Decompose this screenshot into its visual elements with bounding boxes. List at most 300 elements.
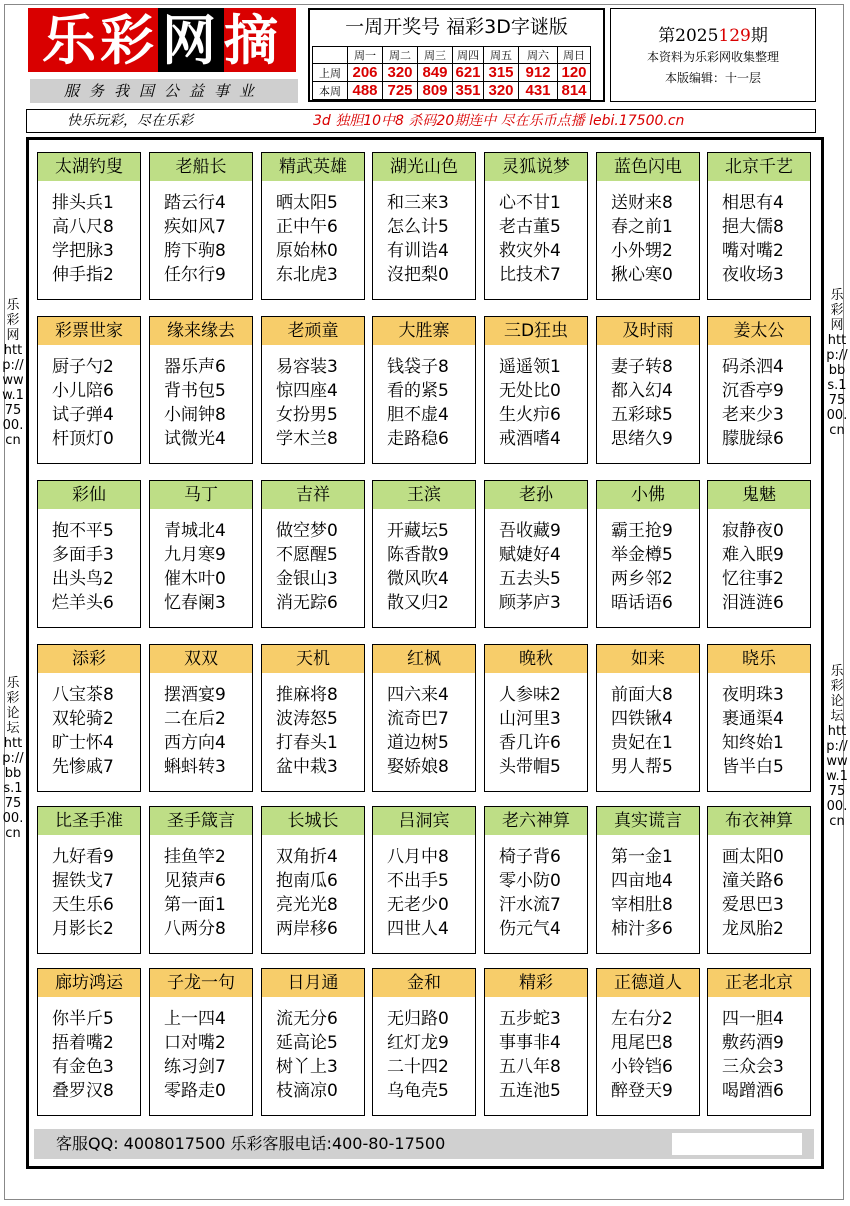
riddle-author: 老六神算 — [485, 807, 587, 835]
riddle-line: 敷药酒9 — [722, 1033, 784, 1053]
riddle-lines — [387, 845, 475, 941]
riddle-line: 蝌蚪转3 — [164, 757, 226, 777]
riddle-author: 缘来缘去 — [150, 317, 252, 345]
riddle-author: 金和 — [373, 969, 475, 997]
riddle-line: 春之前1 — [611, 217, 673, 237]
riddle-lines — [52, 191, 140, 287]
riddle-line: 潼关路6 — [722, 871, 784, 891]
riddle-line: 心不甘1 — [499, 193, 561, 213]
riddle-line: 器乐声6 — [164, 357, 226, 377]
riddle-author: 精武英雄 — [262, 153, 364, 181]
riddle-card — [372, 316, 476, 464]
riddle-card — [596, 968, 700, 1116]
riddle-lines — [499, 845, 587, 941]
riddle-line: 伤元气4 — [499, 919, 561, 939]
riddle-line: 见猿声6 — [164, 871, 226, 891]
riddle-line: 练习剑7 — [164, 1057, 226, 1077]
riddle-lines — [164, 1007, 252, 1103]
riddle-line: 双轮骑2 — [52, 709, 114, 729]
logo-text-left: 乐彩 — [42, 8, 158, 72]
riddle-card — [37, 152, 141, 300]
riddle-card — [484, 152, 588, 300]
draw-number: 814 — [558, 82, 591, 100]
riddle-card — [37, 644, 141, 792]
riddle-line: 枝滴凉0 — [276, 1081, 338, 1101]
riddle-line: 叠罗汉8 — [52, 1081, 114, 1101]
riddle-line: 比技术7 — [499, 265, 561, 285]
riddle-line: 人参味2 — [499, 685, 561, 705]
issue-note: 本资料为乐彩网收集整理 — [646, 50, 779, 64]
riddle-line: 救灾外4 — [499, 241, 561, 261]
motto-bar — [26, 109, 816, 133]
riddle-line: 钱袋子8 — [387, 357, 449, 377]
draw-number: 120 — [558, 64, 591, 82]
riddle-lines — [52, 1007, 140, 1103]
draw-number: 621 — [453, 64, 484, 82]
riddle-line: 金银山3 — [276, 569, 338, 589]
riddle-lines — [52, 355, 140, 451]
riddle-line: 第一面1 — [164, 895, 226, 915]
draw-number: 809 — [418, 82, 453, 100]
riddle-line: 高八尺8 — [52, 217, 114, 237]
riddle-line: 喝蹭酒6 — [722, 1081, 784, 1101]
riddle-line: 抱南瓜6 — [276, 871, 338, 891]
riddle-lines — [722, 519, 810, 615]
riddle-lines — [722, 1007, 810, 1103]
riddle-line: 小闹钟8 — [164, 405, 226, 425]
logo-text-right: 摘 — [224, 8, 282, 72]
riddle-author: 双双 — [150, 645, 252, 673]
footer-bar — [34, 1129, 814, 1159]
riddle-lines — [499, 355, 587, 451]
riddle-author: 吉祥 — [262, 481, 364, 509]
riddle-line: 香几许6 — [499, 733, 561, 753]
riddle-author: 正老北京 — [708, 969, 810, 997]
riddle-author: 正德道人 — [597, 969, 699, 997]
riddle-line: 陈香散9 — [387, 545, 449, 565]
riddle-line: 八月中8 — [387, 847, 449, 867]
riddle-line: 打春头1 — [276, 733, 338, 753]
riddle-line: 难入眠9 — [722, 545, 784, 565]
riddle-line: 无老少0 — [387, 895, 449, 915]
riddle-line: 夜明珠3 — [722, 685, 784, 705]
draw-number: 725 — [383, 82, 418, 100]
riddle-line: 推麻将8 — [276, 685, 338, 705]
riddle-line: 消无踪6 — [276, 593, 338, 613]
riddle-author: 老顽童 — [262, 317, 364, 345]
riddle-line: 二在后2 — [164, 709, 226, 729]
side-text-left-top: 乐彩网 http://www.17500.cn — [2, 298, 24, 448]
riddle-line: 晒太阳5 — [276, 193, 338, 213]
riddle-lines — [611, 519, 699, 615]
riddle-line: 疾如风7 — [164, 217, 226, 237]
draw-day: 周三 — [418, 47, 453, 64]
issue-editor: 本版编辑：十一层 — [664, 71, 761, 85]
riddle-line: 男人帮5 — [611, 757, 673, 777]
riddle-lines — [164, 191, 252, 287]
riddle-line: 散又归2 — [387, 593, 449, 613]
riddle-author: 真实谎言 — [597, 807, 699, 835]
riddle-author: 添彩 — [38, 645, 140, 673]
riddle-line: 四六来4 — [387, 685, 449, 705]
riddle-line: 四铁锹4 — [611, 709, 673, 729]
riddle-line: 四世人4 — [387, 919, 449, 939]
riddle-author: 及时雨 — [597, 317, 699, 345]
riddle-lines — [611, 191, 699, 287]
riddle-line: 试子弹4 — [52, 405, 114, 425]
riddle-author: 蓝色闪电 — [597, 153, 699, 181]
riddle-line: 零小防0 — [499, 871, 561, 891]
riddle-line: 有金色3 — [52, 1057, 114, 1077]
riddle-line: 柿汁多6 — [611, 919, 673, 939]
riddle-card — [596, 806, 700, 954]
riddle-author: 小佛 — [597, 481, 699, 509]
riddle-lines — [164, 683, 252, 779]
riddle-author: 红枫 — [373, 645, 475, 673]
riddle-line: 握铁戈7 — [52, 871, 114, 891]
riddle-line: 红灯龙9 — [387, 1033, 449, 1053]
riddle-line: 天生乐6 — [52, 895, 114, 915]
riddle-author: 王滨 — [373, 481, 475, 509]
riddle-line: 五八年8 — [499, 1057, 561, 1077]
draw-row-last-week — [313, 64, 591, 82]
riddle-line: 画太阳0 — [722, 847, 784, 867]
draw-day: 周五 — [484, 47, 519, 64]
riddle-card — [37, 316, 141, 464]
riddle-card — [37, 480, 141, 628]
riddle-line: 左右分2 — [611, 1009, 673, 1029]
riddle-author: 精彩 — [485, 969, 587, 997]
riddle-line: 顾茅庐3 — [499, 593, 561, 613]
riddle-card — [707, 968, 811, 1116]
draw-row-label: 本周 — [313, 82, 348, 100]
draw-number: 431 — [519, 82, 558, 100]
riddle-line: 口对嘴2 — [164, 1033, 226, 1053]
draw-corner-cell — [313, 47, 348, 64]
riddle-line: 戒酒嗜4 — [499, 429, 561, 449]
riddle-line: 沒把梨0 — [387, 265, 449, 285]
riddle-card — [596, 480, 700, 628]
riddle-line: 忆春阑3 — [164, 593, 226, 613]
riddle-lines — [164, 355, 252, 451]
riddle-author: 姜太公 — [708, 317, 810, 345]
riddle-line: 先惨戚7 — [52, 757, 114, 777]
issue-number: 129 — [718, 26, 751, 46]
riddle-line: 亮光光8 — [276, 895, 338, 915]
riddle-line: 树丫上3 — [276, 1057, 338, 1077]
riddle-author: 圣手箴言 — [150, 807, 252, 835]
riddle-line: 乌龟壳5 — [387, 1081, 449, 1101]
riddle-line: 捂着嘴2 — [52, 1033, 114, 1053]
riddle-lines — [164, 845, 252, 941]
riddle-card — [372, 968, 476, 1116]
riddle-line: 三众会3 — [722, 1057, 784, 1077]
riddle-line: 排头兵1 — [52, 193, 114, 213]
riddle-line: 西方向4 — [164, 733, 226, 753]
riddle-line: 霸王抢9 — [611, 521, 673, 541]
riddle-line: 小儿陪6 — [52, 381, 114, 401]
riddle-line: 五步蛇3 — [499, 1009, 561, 1029]
riddle-card — [149, 968, 253, 1116]
draw-day: 周日 — [558, 47, 591, 64]
riddle-line: 踏云行4 — [164, 193, 226, 213]
riddle-line: 惊四座4 — [276, 381, 338, 401]
riddle-line: 你半斤5 — [52, 1009, 114, 1029]
riddle-line: 泪涟涟6 — [722, 593, 784, 613]
riddle-line: 老古董5 — [499, 217, 561, 237]
riddle-line: 道边树5 — [387, 733, 449, 753]
riddle-line: 遥遥领1 — [499, 357, 561, 377]
riddle-card — [596, 644, 700, 792]
riddle-lines — [499, 519, 587, 615]
riddle-author: 吕洞宾 — [373, 807, 475, 835]
riddle-lines — [499, 191, 587, 287]
riddle-line: 流无分6 — [276, 1009, 338, 1029]
riddle-card — [261, 152, 365, 300]
riddle-lines — [722, 191, 810, 287]
riddle-line: 晤话语6 — [611, 593, 673, 613]
riddle-line: 旷士怀4 — [52, 733, 114, 753]
riddle-card — [707, 480, 811, 628]
riddle-line: 挂鱼竿2 — [164, 847, 226, 867]
riddle-line: 不出手5 — [387, 871, 449, 891]
riddle-lines — [52, 683, 140, 779]
riddle-card — [596, 152, 700, 300]
riddle-card — [149, 152, 253, 300]
riddle-author: 晓乐 — [708, 645, 810, 673]
riddle-author: 彩票世家 — [38, 317, 140, 345]
riddle-line: 龙凤胎2 — [722, 919, 784, 939]
riddle-card — [484, 806, 588, 954]
riddle-line: 寂静夜0 — [722, 521, 784, 541]
riddle-line: 挹大儒8 — [722, 217, 784, 237]
riddle-line: 无归路0 — [387, 1009, 449, 1029]
riddle-line: 无处比0 — [499, 381, 561, 401]
riddle-line: 背书包5 — [164, 381, 226, 401]
riddle-line: 波涛怒5 — [276, 709, 338, 729]
riddle-line: 汗水流7 — [499, 895, 561, 915]
riddle-line: 五连池5 — [499, 1081, 561, 1101]
riddle-author: 老船长 — [150, 153, 252, 181]
riddle-line: 头带帽5 — [499, 757, 561, 777]
riddle-line: 杆顶灯0 — [52, 429, 114, 449]
riddle-lines — [499, 683, 587, 779]
riddle-line: 催木叶0 — [164, 569, 226, 589]
riddle-lines — [276, 355, 364, 451]
side-text-left-bottom: 乐彩论坛 http://bbs.17500.cn — [2, 676, 24, 841]
riddle-line: 易容装3 — [276, 357, 338, 377]
riddle-line: 举金樽5 — [611, 545, 673, 565]
issue-info-box — [610, 8, 816, 102]
riddle-line: 码杀泗4 — [722, 357, 784, 377]
riddle-card — [149, 806, 253, 954]
riddle-author: 大胜寨 — [373, 317, 475, 345]
riddle-line: 醉登天9 — [611, 1081, 673, 1101]
draw-number: 320 — [484, 82, 519, 100]
promo-link-text[interactable]: 3d 独胆10中8 杀码20期连中 尽在乐币点播 lebi.17500.cn — [313, 113, 685, 129]
riddle-line: 开藏坛5 — [387, 521, 449, 541]
riddle-line: 和三来3 — [387, 193, 449, 213]
riddle-line: 上一四4 — [164, 1009, 226, 1029]
riddle-card — [149, 480, 253, 628]
riddle-card — [707, 152, 811, 300]
riddle-line: 九好看9 — [52, 847, 114, 867]
riddle-lines — [387, 683, 475, 779]
riddle-author: 晚秋 — [485, 645, 587, 673]
riddle-lines — [387, 191, 475, 287]
riddle-line: 知终始1 — [722, 733, 784, 753]
riddle-card — [484, 968, 588, 1116]
riddle-line: 裹通渠4 — [722, 709, 784, 729]
riddle-line: 胯下驹8 — [164, 241, 226, 261]
riddle-card — [37, 968, 141, 1116]
riddle-card — [372, 806, 476, 954]
riddle-line: 小铃铛6 — [611, 1057, 673, 1077]
riddle-line: 朦胧绿6 — [722, 429, 784, 449]
riddle-card — [484, 644, 588, 792]
riddle-line: 双角折4 — [276, 847, 338, 867]
riddle-line: 试微光4 — [164, 429, 226, 449]
riddle-line: 思绪久9 — [611, 429, 673, 449]
riddle-author: 日月通 — [262, 969, 364, 997]
draw-row-label: 上周 — [313, 64, 348, 82]
riddle-card — [261, 806, 365, 954]
riddle-author: 彩仙 — [38, 481, 140, 509]
riddle-line: 九月寒9 — [164, 545, 226, 565]
riddle-line: 贵妃在1 — [611, 733, 673, 753]
riddle-line: 四一胆4 — [722, 1009, 784, 1029]
riddle-line: 多面手3 — [52, 545, 114, 565]
riddle-author: 北京千艺 — [708, 153, 810, 181]
draw-number: 849 — [418, 64, 453, 82]
riddle-author: 太湖钓叟 — [38, 153, 140, 181]
riddle-line: 胆不虚4 — [387, 405, 449, 425]
draw-row-this-week — [313, 82, 591, 100]
riddle-line: 老来少3 — [722, 405, 784, 425]
draw-number: 315 — [484, 64, 519, 82]
riddle-line: 延高论5 — [276, 1033, 338, 1053]
draw-number: 320 — [383, 64, 418, 82]
riddle-line: 微风吹4 — [387, 569, 449, 589]
riddle-line: 伸手指2 — [52, 265, 114, 285]
riddle-line: 都入幻4 — [611, 381, 673, 401]
riddle-line: 流奇巴7 — [387, 709, 449, 729]
draw-day: 周二 — [383, 47, 418, 64]
riddle-lines — [611, 355, 699, 451]
draw-day: 周四 — [453, 47, 484, 64]
riddle-line: 两乡邻2 — [611, 569, 673, 589]
riddle-lines — [164, 519, 252, 615]
riddle-lines — [387, 1007, 475, 1103]
riddle-line: 赋婕好4 — [499, 545, 561, 565]
riddle-line: 椅子背6 — [499, 847, 561, 867]
riddle-line: 月影长2 — [52, 919, 114, 939]
riddle-line: 东北虎3 — [276, 265, 338, 285]
draw-day: 周六 — [519, 47, 558, 64]
riddle-line: 厨子勺2 — [52, 357, 114, 377]
riddle-card — [596, 316, 700, 464]
riddle-line: 吾收藏9 — [499, 521, 561, 541]
riddle-author: 子龙一句 — [150, 969, 252, 997]
riddle-lines — [611, 1007, 699, 1103]
riddle-line: 山河里3 — [499, 709, 561, 729]
riddle-grid — [26, 137, 824, 1169]
riddle-line: 任尔行9 — [164, 265, 226, 285]
riddle-lines — [611, 845, 699, 941]
issue-prefix: 第2025 — [658, 26, 719, 46]
riddle-card — [707, 316, 811, 464]
riddle-line: 八宝茶8 — [52, 685, 114, 705]
side-text-right-top: 乐彩网 http://bbs.17500.cn — [826, 288, 848, 438]
riddle-lines — [387, 355, 475, 451]
riddle-line: 忆往事2 — [722, 569, 784, 589]
riddle-line: 学木兰8 — [276, 429, 338, 449]
riddle-line: 事事非4 — [499, 1033, 561, 1053]
riddle-lines — [722, 683, 810, 779]
riddle-author: 三D狂虫 — [485, 317, 587, 345]
riddle-card — [37, 806, 141, 954]
riddle-line: 盆中栽3 — [276, 757, 338, 777]
customer-service-text: 客服QQ: 4008017500 乐彩客服电话:400-80-17500 — [56, 1134, 446, 1153]
riddle-line: 学把脉3 — [52, 241, 114, 261]
riddle-card — [261, 644, 365, 792]
riddle-line: 五彩球5 — [611, 405, 673, 425]
riddle-card — [261, 316, 365, 464]
riddle-line: 生火疖6 — [499, 405, 561, 425]
riddle-author: 比圣手准 — [38, 807, 140, 835]
footer-blank-box — [672, 1133, 802, 1155]
riddle-line: 八两分8 — [164, 919, 226, 939]
riddle-line: 原始林0 — [276, 241, 338, 261]
riddle-card — [149, 644, 253, 792]
draw-results-box — [308, 8, 605, 102]
riddle-line: 夜收场3 — [722, 265, 784, 285]
riddle-line: 烂羊头6 — [52, 593, 114, 613]
riddle-author: 马丁 — [150, 481, 252, 509]
riddle-card — [261, 480, 365, 628]
riddle-line: 走路稳6 — [387, 429, 449, 449]
riddle-line: 抱不平5 — [52, 521, 114, 541]
riddle-lines — [387, 519, 475, 615]
riddle-lines — [499, 1007, 587, 1103]
riddle-author: 鬼魅 — [708, 481, 810, 509]
draw-number: 351 — [453, 82, 484, 100]
riddle-author: 长城长 — [262, 807, 364, 835]
riddle-line: 不愿醒5 — [276, 545, 338, 565]
slogan: 服务我国公益事业 — [30, 79, 298, 103]
riddle-lines — [276, 1007, 364, 1103]
riddle-line: 看的紧5 — [387, 381, 449, 401]
riddle-card — [707, 644, 811, 792]
riddle-author: 湖光山色 — [373, 153, 475, 181]
draw-number: 488 — [348, 82, 383, 100]
riddle-line: 沉香亭9 — [722, 381, 784, 401]
riddle-line: 女扮男5 — [276, 405, 338, 425]
riddle-lines — [276, 519, 364, 615]
riddle-line: 第一金1 — [611, 847, 673, 867]
riddle-card — [372, 644, 476, 792]
draw-number: 912 — [519, 64, 558, 82]
riddle-author: 老孙 — [485, 481, 587, 509]
riddle-line: 五去头5 — [499, 569, 561, 589]
issue-line — [611, 21, 815, 46]
issue-suffix: 期 — [750, 26, 768, 46]
riddle-line: 揪心寒0 — [611, 265, 673, 285]
draw-header-row — [313, 47, 591, 64]
riddle-lines — [276, 191, 364, 287]
riddle-line: 甩尾巴8 — [611, 1033, 673, 1053]
logo-text-mid: 网 — [158, 8, 224, 72]
